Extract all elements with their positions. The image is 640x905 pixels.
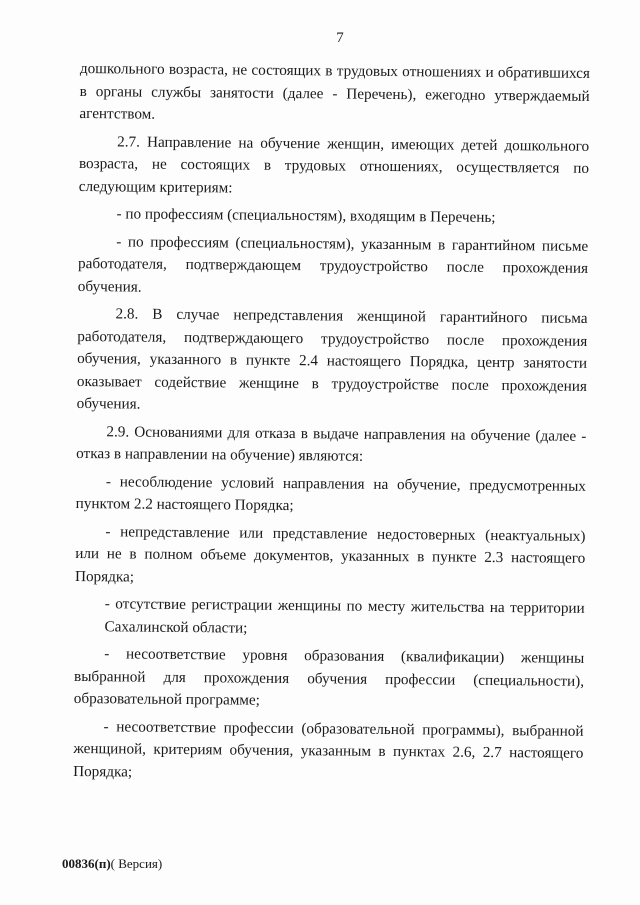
paragraph-2-7 [79,130,590,202]
list-item-documents [75,520,586,592]
list-item-profession-mismatch [73,715,584,787]
text-line: оказывает содействие женщине в трудоустройстве после прохождения [76,372,587,395]
page-number: 7 [336,30,344,46]
text-line: Порядка; [73,762,133,781]
document-version: ( Версия) [110,856,163,871]
document-code: 00836(п) [62,856,111,871]
list-item-perechen [78,203,588,230]
text-line: пунктом 2.2 настоящего Порядка; [75,494,294,515]
text-line: возраста, не состоящих в трудовых отношениях, осуществляется по [78,154,590,177]
text-line: образовательной программе; [73,689,261,709]
text-line: в органы службы занятости (далее - Перечень), ежегодно утверждаемый [79,82,590,105]
text-line: женщиной, критериям обучения, указанным в пунктах 2.6, 2.7 настоящего [73,739,584,762]
list-item-conditions [76,470,586,520]
text-line: - несоответствие профессии (образовательной программы), выбранной [103,717,584,740]
text-line: работодателя, подтверждающего трудоустройство после прохождения [77,327,588,350]
text-line: 2.7. Направление на обучение женщин, имеющих детей дошкольного [117,132,590,155]
text-line: следующим критериям: [78,177,233,196]
text-line: - несоответствие уровня образования (квалификации) женщины [104,645,585,667]
text-line: - по профессиям (специальностям), указанным в гарантийном письме [116,232,589,255]
text-line: обучения. [77,277,142,296]
text-line: отказ в направлении на обучение) являются: [76,444,364,465]
text-line: - несоблюдение условий направления на обучение, предусмотренных [105,472,586,495]
paragraph-perechen-continuation [79,58,590,130]
list-item-education-level [74,643,585,715]
text-line: или не в полном объеме документов, указанных в пункте 2.3 настоящего [75,544,586,567]
text-line: обучения. [76,394,141,413]
text-line: - по профессиям (специальностям), входящим в Перечень; [116,205,496,226]
text-line: выбранной для прохождения обучения профессии (специальности), [73,667,585,690]
document-body [73,58,590,793]
text-line: 2.9. Основаниями для отказа в выдаче направления на обучение (далее - [106,422,587,445]
text-line: агентством. [79,104,156,123]
text-line: Сахалинской области; [104,617,248,637]
document-footer [62,856,162,872]
paragraph-2-9 [76,420,586,470]
list-item-registration [74,593,584,643]
text-line: работодателя, подтверждающем трудоустройство после прохождения [77,254,589,277]
text-line: 2.8. В случае непредставления женщиной гарантийного письма [115,305,588,327]
text-line: обучения, указанного в пункте 2.4 настоящего Порядка, центр занятости [77,349,588,372]
text-line: дошкольного возраста, не состоящих в трудовых отношениях и обратившихся [79,59,590,82]
paragraph-2-8 [77,303,588,420]
list-item-guarantee-letter [78,230,589,302]
text-line: - непредставление или представление недостоверных (неактуальных) [105,522,586,545]
text-line: Порядка; [74,567,135,586]
text-line: - отсутствие регистрации женщины по месту жительства на территории [104,595,585,617]
